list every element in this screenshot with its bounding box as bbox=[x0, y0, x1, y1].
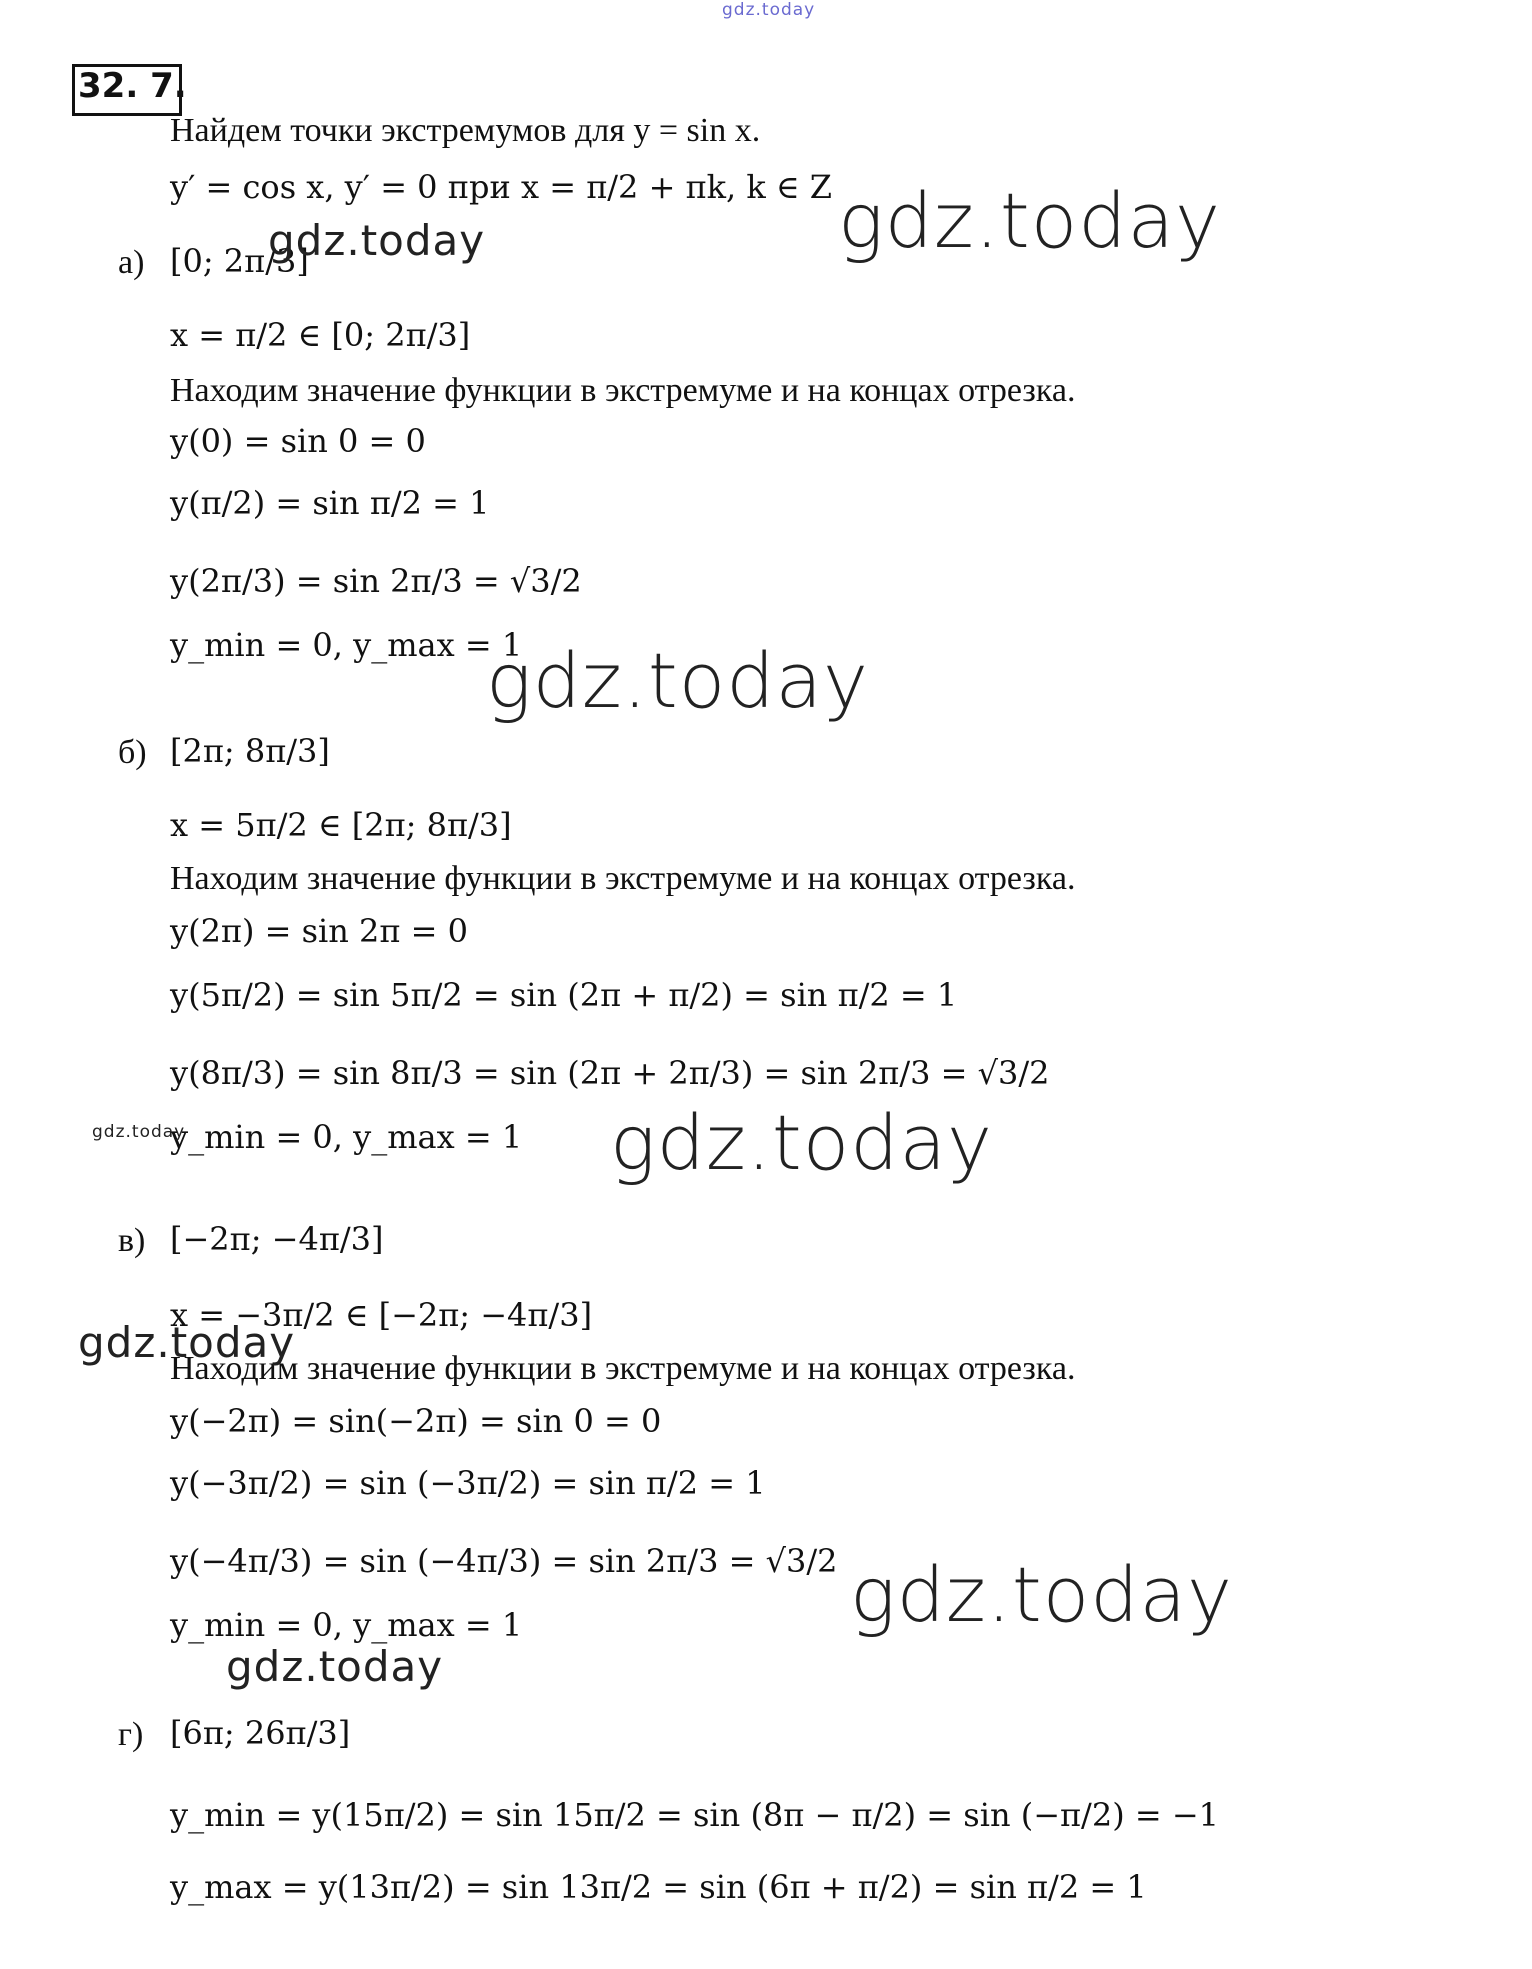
part-a-point: x = π/2 ∈ [0; 2π/3] bbox=[170, 316, 471, 354]
part-b-label: б) bbox=[118, 734, 147, 771]
watermark-3: gdz.today bbox=[486, 636, 869, 725]
watermark-5: gdz.today bbox=[610, 1098, 993, 1187]
part-d-line-1: y_min = y(15π/2) = sin 15π/2 = sin (8π − π/2) = sin (−π/2) = −1 bbox=[170, 1796, 1219, 1834]
part-a-label: а) bbox=[118, 244, 145, 281]
watermark-7: gdz.today bbox=[850, 1550, 1233, 1639]
watermark-1: gdz.today bbox=[838, 176, 1221, 265]
watermark-4: gdz.today bbox=[92, 1122, 186, 1142]
part-a-step-1: y(0) = sin 0 = 0 bbox=[170, 422, 426, 460]
watermark-8: gdz.today bbox=[226, 1642, 444, 1691]
part-c-step-1: y(−2π) = sin(−2π) = sin 0 = 0 bbox=[170, 1402, 662, 1440]
part-c-step-3: y(−4π/3) = sin (−4π/3) = sin 2π/3 = √3/2 bbox=[170, 1542, 838, 1580]
part-b-result: y_min = 0, y_max = 1 bbox=[170, 1118, 523, 1156]
part-c-interval: [−2π; −4π/3] bbox=[170, 1220, 384, 1258]
part-c-point: x = −3π/2 ∈ [−2π; −4π/3] bbox=[170, 1296, 593, 1334]
problem-intro: Найдем точки экстремумов для y = sin x. bbox=[170, 112, 761, 149]
part-a-note: Находим значение функции в экстремуме и на концах отрезка. bbox=[170, 372, 1076, 409]
part-a-step-2: y(π/2) = sin π/2 = 1 bbox=[170, 484, 490, 522]
part-a-interval: [0; 2π/3] bbox=[170, 242, 309, 280]
part-c-result: y_min = 0, y_max = 1 bbox=[170, 1606, 523, 1644]
part-c-step-2: y(−3π/2) = sin (−3π/2) = sin π/2 = 1 bbox=[170, 1464, 766, 1502]
part-b-step-1: y(2π) = sin 2π = 0 bbox=[170, 912, 468, 950]
part-b-note: Находим значение функции в экстремуме и на концах отрезка. bbox=[170, 860, 1076, 897]
part-a-step-3: y(2π/3) = sin 2π/3 = √3/2 bbox=[170, 562, 582, 600]
part-d-line-2: y_max = y(13π/2) = sin 13π/2 = sin (6π + π/2) = sin π/2 = 1 bbox=[170, 1868, 1147, 1906]
part-b-step-3: y(8π/3) = sin 8π/3 = sin (2π + 2π/3) = sin 2π/3 = √3/2 bbox=[170, 1054, 1050, 1092]
part-c-note: Находим значение функции в экстремуме и на концах отрезка. bbox=[170, 1350, 1076, 1387]
derivative-line: y′ = cos x, y′ = 0 при x = π/2 + πk, k ∈ Z bbox=[170, 168, 832, 206]
watermark-6: gdz.today bbox=[78, 1318, 296, 1367]
top-watermark: gdz.today bbox=[722, 0, 816, 20]
watermark-2: gdz.today bbox=[268, 216, 486, 265]
problem-number: 32. 7. bbox=[78, 66, 187, 106]
part-b-interval: [2π; 8π/3] bbox=[170, 732, 330, 770]
part-d-label: г) bbox=[118, 1716, 144, 1753]
part-a-result: y_min = 0, y_max = 1 bbox=[170, 626, 523, 664]
part-c-label: в) bbox=[118, 1222, 146, 1259]
part-b-point: x = 5π/2 ∈ [2π; 8π/3] bbox=[170, 806, 512, 844]
part-d-interval: [6π; 26π/3] bbox=[170, 1714, 351, 1752]
part-b-step-2: y(5π/2) = sin 5π/2 = sin (2π + π/2) = sin π/2 = 1 bbox=[170, 976, 958, 1014]
